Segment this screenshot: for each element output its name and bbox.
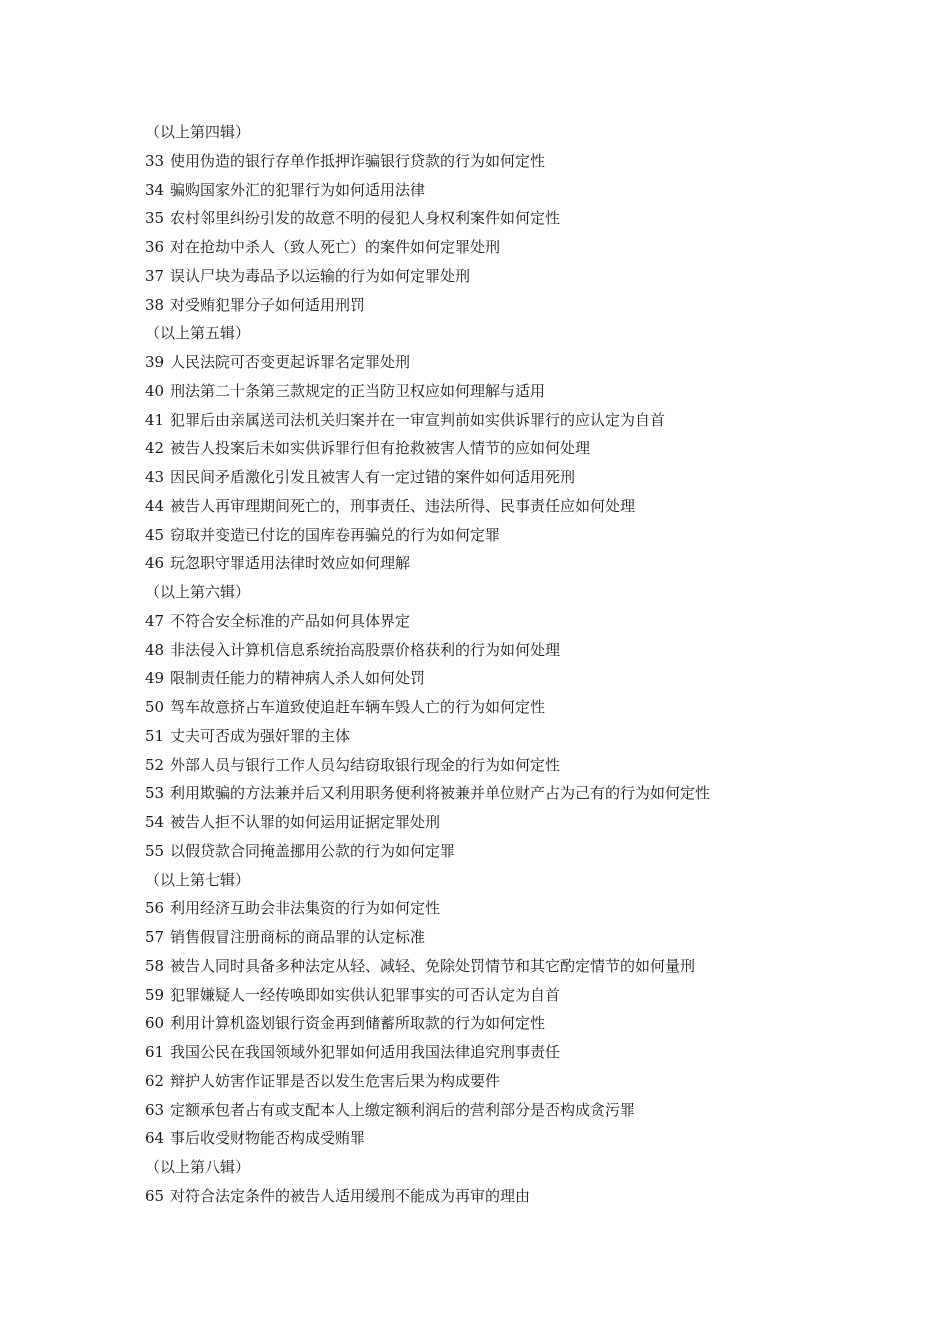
item-title: 误认尸块为毒品予以运输的行为如何定罪处刑 — [170, 266, 471, 285]
item-number: 34 — [145, 180, 165, 199]
item-number: 37 — [145, 266, 165, 285]
list-item — [145, 521, 905, 550]
list-item — [145, 348, 905, 377]
item-number: 55 — [145, 841, 165, 860]
item-title: 被告人再审理期间死亡的，刑事责任、违法所得、民事责任应如何处理 — [170, 496, 636, 515]
item-number: 36 — [145, 238, 165, 256]
item-title: 外部人员与银行工作人员勾结窃取银行现金的行为如何定性 — [170, 755, 561, 774]
document-body — [145, 118, 905, 1211]
item-title: 限制责任能力的精神病人杀人如何处罚 — [170, 669, 426, 688]
item-number: 45 — [145, 525, 165, 544]
list-item — [145, 981, 905, 1010]
list-item — [145, 722, 905, 751]
section-marker: （以上第七辑） — [145, 870, 251, 889]
item-title: 被告人投案后未如实供诉罪行但有抢救被害人情节的应如何处理 — [170, 439, 591, 458]
item-title: 窃取并变造已付讫的国库卷再骗兑的行为如何定罪 — [170, 525, 501, 544]
list-item — [145, 607, 905, 636]
item-title: 销售假冒注册商标的商品罪的认定标准 — [170, 928, 426, 946]
item-number: 49 — [145, 669, 165, 688]
list-item — [145, 291, 905, 320]
item-number: 65 — [145, 1186, 165, 1205]
list-item — [145, 549, 905, 578]
item-title: 辩护人妨害作证罪是否以发生危害后果为构成要件 — [170, 1071, 501, 1090]
item-number: 59 — [145, 985, 165, 1004]
item-title: 人民法院可否变更起诉罪名定罪处刑 — [170, 353, 411, 371]
item-number: 53 — [145, 784, 165, 803]
item-title: 因民间矛盾激化引发且被害人有一定过错的案件如何适用死刑 — [170, 468, 576, 486]
item-number: 64 — [145, 1129, 165, 1148]
list-item — [145, 952, 905, 981]
item-title: 驾车故意挤占车道致使追赶车辆车毁人亡的行为如何定性 — [170, 698, 546, 716]
item-title: 被告人拒不认罪的如何运用证据定罪处刑 — [170, 813, 441, 831]
list-item — [145, 262, 905, 291]
list-item — [145, 377, 905, 406]
item-title: 事后收受财物能否构成受贿罪 — [170, 1129, 366, 1148]
item-number: 33 — [145, 151, 165, 170]
item-title: 以假贷款合同掩盖挪用公款的行为如何定罪 — [170, 841, 456, 860]
item-title: 利用欺骗的方法兼并后又利用职务便利将被兼并单位财产占为己有的行为如何定性 — [170, 784, 711, 803]
list-item — [145, 923, 905, 952]
item-title: 我国公民在我国领域外犯罪如何适用我国法律追究刑事责任 — [170, 1043, 561, 1061]
item-title: 被告人同时具备多种法定从轻、减轻、免除处罚情节和其它酌定情节的如何量刑 — [170, 956, 696, 975]
item-number: 57 — [145, 928, 165, 946]
item-title: 不符合安全标准的产品如何具体界定 — [170, 611, 411, 630]
item-number: 50 — [145, 698, 165, 716]
section-marker: （以上第五辑） — [145, 324, 251, 343]
item-number: 38 — [145, 295, 165, 314]
section-marker: （以上第六辑） — [145, 583, 251, 601]
item-number: 35 — [145, 209, 165, 228]
item-number: 61 — [145, 1043, 165, 1061]
item-number: 48 — [145, 640, 165, 659]
list-item — [145, 492, 905, 521]
list-item — [145, 204, 905, 233]
item-title: 非法侵入计算机信息系统抬高股票价格获利的行为如何处理 — [170, 640, 561, 659]
item-title: 对受贿犯罪分子如何适用刑罚 — [170, 295, 366, 314]
item-number: 62 — [145, 1071, 165, 1090]
item-title: 利用计算机盗划银行资金再到储蓄所取款的行为如何定性 — [170, 1014, 546, 1033]
item-number: 51 — [145, 726, 165, 745]
item-title: 利用经济互助会非法集资的行为如何定性 — [170, 899, 441, 918]
list-item — [145, 894, 905, 923]
item-number: 47 — [145, 611, 165, 630]
item-title: 定额承包者占有或支配本人上缴定额利润后的营利部分是否构成贪污罪 — [170, 1100, 636, 1119]
section-marker: （以上第八辑） — [145, 1158, 251, 1176]
list-item — [145, 463, 905, 492]
list-item — [145, 693, 905, 722]
item-title: 犯罪嫌疑人一经传唤即如实供认犯罪事实的可否认定为自首 — [170, 985, 561, 1004]
item-number: 63 — [145, 1100, 165, 1119]
item-title: 丈夫可否成为强奸罪的主体 — [170, 726, 351, 745]
item-title: 对在抢劫中杀人（致人死亡）的案件如何定罪处刑 — [170, 238, 501, 256]
list-item — [145, 406, 905, 435]
item-number: 44 — [145, 496, 165, 515]
list-item — [145, 1124, 905, 1153]
item-title: 犯罪后由亲属送司法机关归案并在一审宣判前如实供诉罪行的应认定为自首 — [170, 410, 666, 429]
list-item — [145, 176, 905, 205]
list-item — [145, 1009, 905, 1038]
item-number: 54 — [145, 813, 165, 831]
item-number: 39 — [145, 353, 165, 371]
list-item — [145, 837, 905, 866]
list-item — [145, 1038, 905, 1067]
item-number: 42 — [145, 439, 165, 458]
item-title: 农村邻里纠纷引发的故意不明的侵犯人身权利案件如何定性 — [170, 209, 561, 228]
list-item — [145, 434, 905, 463]
item-number: 58 — [145, 956, 165, 975]
item-number: 41 — [145, 410, 165, 429]
list-item — [145, 664, 905, 693]
list-item — [145, 1067, 905, 1096]
list-item — [145, 779, 905, 808]
item-number: 60 — [145, 1014, 165, 1033]
list-item — [145, 751, 905, 780]
item-title: 对符合法定条件的被告人适用缓刑不能成为再审的理由 — [170, 1186, 531, 1205]
item-title: 玩忽职守罪适用法律时效应如何理解 — [170, 554, 411, 573]
list-item — [145, 1096, 905, 1125]
item-number: 56 — [145, 899, 165, 918]
section-marker: （以上第四辑） — [145, 123, 251, 141]
item-title: 刑法第二十条第三款规定的正当防卫权应如何理解与适用 — [170, 381, 546, 400]
list-item — [145, 636, 905, 665]
item-number: 43 — [145, 468, 165, 486]
item-number: 46 — [145, 554, 165, 573]
item-title: 骗购国家外汇的犯罪行为如何适用法律 — [170, 180, 426, 199]
list-item — [145, 808, 905, 837]
item-number: 40 — [145, 381, 165, 400]
list-item — [145, 1182, 905, 1211]
list-item — [145, 233, 905, 262]
list-item — [145, 147, 905, 176]
item-title: 使用伪造的银行存单作抵押诈骗银行贷款的行为如何定性 — [170, 151, 546, 170]
item-number: 52 — [145, 755, 165, 774]
